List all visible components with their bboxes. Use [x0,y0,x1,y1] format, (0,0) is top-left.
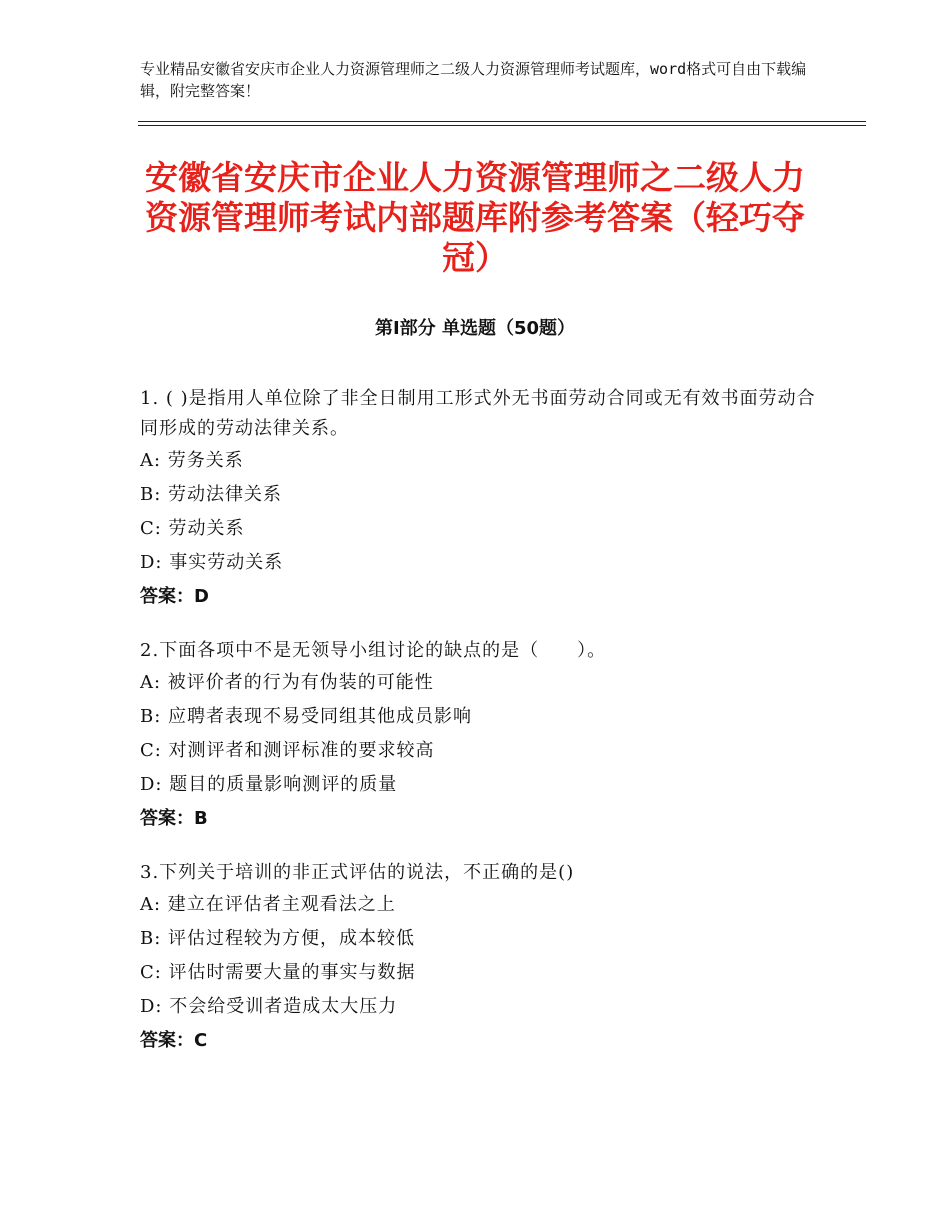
option-b: B: 应聘者表现不易受同组其他成员影响 [140,706,473,727]
question-1 [140,384,820,614]
option-d: D: 事实劳动关系 [140,552,284,573]
question-stem: 3.下列关于培训的非正式评估的说法，不正确的是() [140,862,575,883]
header-note: 专业精品安徽省安庆市企业人力资源管理师之二级人力资源管理师考试题库，word格式可自由下载编辑，附完整答案！ [140,60,807,100]
answer: 答案：B [140,808,208,829]
option-a: A: 被评价者的行为有伪装的可能性 [140,672,434,693]
option-c: C: 对测评者和测评标准的要求较高 [140,740,435,761]
header-divider [138,121,866,126]
question-stem: 1. ( )是指用人单位除了非全日制用工形式外无书面劳动合同或无有效书面劳动合同形成的劳动法律关系。 [140,388,816,439]
answer: 答案：D [140,586,209,607]
question-3 [140,858,820,1058]
question-list [140,384,820,1080]
answer: 答案：C [140,1030,208,1051]
question-2 [140,636,820,836]
option-b: B: 评估过程较为方便，成本较低 [140,928,416,949]
option-a: A: 劳务关系 [140,450,244,471]
document-title: 安徽省安庆市企业人力资源管理师之二级人力资源管理师考试内部题库附参考答案（轻巧夺冠） [145,158,805,277]
section-title: 第Ⅰ部分 单选题（50题） [374,318,575,339]
option-c: C: 评估时需要大量的事实与数据 [140,962,416,983]
question-stem: 2.下面各项中不是无领导小组讨论的缺点的是（ ）。 [140,640,607,661]
option-a: A: 建立在评估者主观看法之上 [140,894,396,915]
option-d: D: 题目的质量影响测评的质量 [140,774,398,795]
option-d: D: 不会给受训者造成太大压力 [140,996,398,1017]
option-b: B: 劳动法律关系 [140,484,283,505]
option-c: C: 劳动关系 [140,518,245,539]
